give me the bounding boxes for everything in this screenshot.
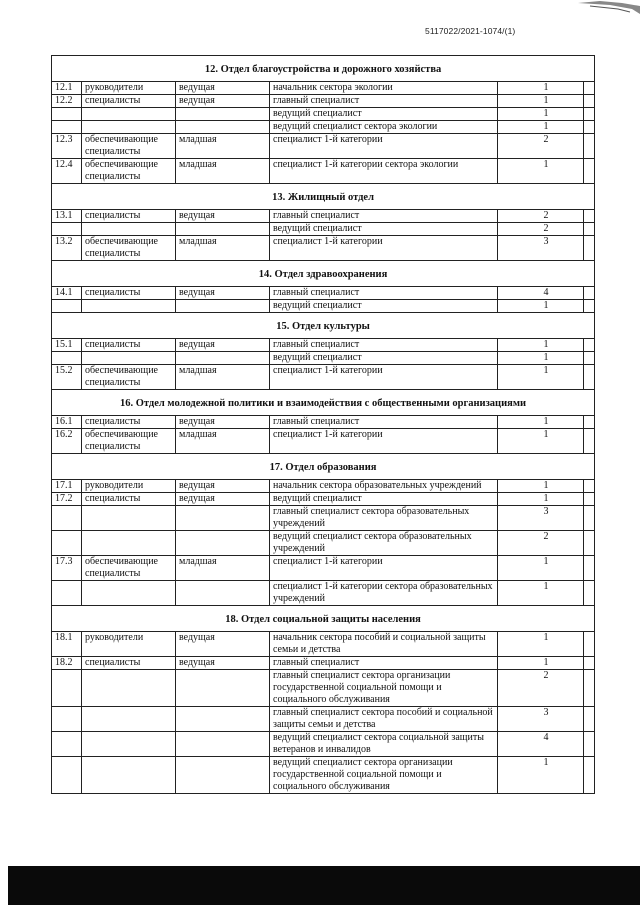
section-title: 12. Отдел благоустройства и дорожного хозяйства: [52, 56, 595, 82]
table-row: [52, 416, 595, 429]
row-number-cell: 18.1: [52, 632, 82, 657]
position-title-cell: специалист 1-й категории: [270, 556, 498, 581]
position-count-cell: 1: [498, 339, 584, 352]
row-number-cell: [52, 732, 82, 757]
row-number-cell: 16.1: [52, 416, 82, 429]
staff-group-cell: обеспечивающие специалисты: [82, 236, 176, 261]
staff-group-cell: [82, 707, 176, 732]
position-title-cell: начальник сектора образовательных учреждений: [270, 480, 498, 493]
staff-group-cell: [82, 732, 176, 757]
margin-cell: [584, 632, 595, 657]
row-number-cell: [52, 121, 82, 134]
section-header-row: [52, 313, 595, 339]
position-title-cell: главный специалист: [270, 95, 498, 108]
staff-group-cell: [82, 108, 176, 121]
position-category-cell: [176, 581, 270, 606]
position-count-cell: 1: [498, 416, 584, 429]
row-number-cell: [52, 531, 82, 556]
staff-group-cell: [82, 223, 176, 236]
row-number-cell: 16.2: [52, 429, 82, 454]
margin-cell: [584, 429, 595, 454]
position-count-cell: 1: [498, 480, 584, 493]
table-row: [52, 287, 595, 300]
section-title: 15. Отдел культуры: [52, 313, 595, 339]
row-number-cell: [52, 581, 82, 606]
position-title-cell: ведущий специалист сектора организации государственной социальной помощи и социального обслуживания: [270, 757, 498, 794]
position-title-cell: специалист 1-й категории: [270, 134, 498, 159]
staff-group-cell: обеспечивающие специалисты: [82, 429, 176, 454]
margin-cell: [584, 121, 595, 134]
table-row: [52, 339, 595, 352]
position-category-cell: ведущая: [176, 416, 270, 429]
staff-group-cell: обеспечивающие специалисты: [82, 556, 176, 581]
margin-cell: [584, 210, 595, 223]
staff-group-cell: руководители: [82, 632, 176, 657]
row-number-cell: 17.2: [52, 493, 82, 506]
position-category-cell: [176, 121, 270, 134]
table-row: [52, 210, 595, 223]
scan-black-bar: [8, 866, 640, 905]
position-category-cell: [176, 506, 270, 531]
position-title-cell: главный специалист: [270, 657, 498, 670]
position-category-cell: ведущая: [176, 493, 270, 506]
position-title-cell: ведущий специалист сектора экологии: [270, 121, 498, 134]
table-row: [52, 531, 595, 556]
row-number-cell: [52, 757, 82, 794]
staff-table-wrapper: [51, 55, 594, 794]
position-title-cell: ведущий специалист: [270, 108, 498, 121]
margin-cell: [584, 480, 595, 493]
table-row: [52, 732, 595, 757]
staff-group-cell: специалисты: [82, 657, 176, 670]
margin-cell: [584, 223, 595, 236]
position-count-cell: 2: [498, 223, 584, 236]
staff-group-cell: специалисты: [82, 287, 176, 300]
table-row: [52, 670, 595, 707]
position-title-cell: специалист 1-й категории сектора экологии: [270, 159, 498, 184]
position-category-cell: ведущая: [176, 339, 270, 352]
position-category-cell: [176, 223, 270, 236]
position-title-cell: ведущий специалист: [270, 223, 498, 236]
margin-cell: [584, 108, 595, 121]
position-category-cell: младшая: [176, 429, 270, 454]
position-count-cell: 1: [498, 300, 584, 313]
row-number-cell: 15.2: [52, 365, 82, 390]
staff-group-cell: [82, 121, 176, 134]
position-title-cell: ведущий специалист сектора социальной защиты ветеранов и инвалидов: [270, 732, 498, 757]
position-title-cell: главный специалист сектора организации государственной социальной помощи и социального обслуживания: [270, 670, 498, 707]
position-count-cell: 1: [498, 657, 584, 670]
table-row: [52, 95, 595, 108]
position-title-cell: ведущий специалист: [270, 352, 498, 365]
position-count-cell: 2: [498, 531, 584, 556]
position-category-cell: ведущая: [176, 287, 270, 300]
row-number-cell: 17.1: [52, 480, 82, 493]
table-row: [52, 300, 595, 313]
staff-group-cell: [82, 352, 176, 365]
staff-table-body: [52, 56, 595, 794]
section-header-row: [52, 56, 595, 82]
table-row: [52, 236, 595, 261]
staff-group-cell: специалисты: [82, 416, 176, 429]
staff-table: [51, 55, 595, 794]
row-number-cell: [52, 352, 82, 365]
row-number-cell: [52, 670, 82, 707]
staff-group-cell: обеспечивающие специалисты: [82, 159, 176, 184]
staff-group-cell: [82, 506, 176, 531]
position-count-cell: 1: [498, 757, 584, 794]
margin-cell: [584, 531, 595, 556]
section-title: 17. Отдел образования: [52, 454, 595, 480]
row-number-cell: [52, 300, 82, 313]
position-count-cell: 3: [498, 707, 584, 732]
position-category-cell: [176, 108, 270, 121]
row-number-cell: [52, 506, 82, 531]
position-count-cell: 1: [498, 556, 584, 581]
position-category-cell: [176, 352, 270, 365]
margin-cell: [584, 134, 595, 159]
staff-group-cell: специалисты: [82, 493, 176, 506]
position-category-cell: младшая: [176, 134, 270, 159]
staff-group-cell: специалисты: [82, 339, 176, 352]
staff-group-cell: [82, 531, 176, 556]
margin-cell: [584, 493, 595, 506]
position-count-cell: 1: [498, 108, 584, 121]
position-count-cell: 3: [498, 506, 584, 531]
section-header-row: [52, 184, 595, 210]
margin-cell: [584, 707, 595, 732]
staff-group-cell: [82, 670, 176, 707]
section-header-row: [52, 390, 595, 416]
position-title-cell: начальник сектора пособий и социальной защиты семьи и детства: [270, 632, 498, 657]
row-number-cell: [52, 223, 82, 236]
table-row: [52, 632, 595, 657]
position-count-cell: 1: [498, 365, 584, 390]
position-category-cell: ведущая: [176, 632, 270, 657]
position-count-cell: 2: [498, 670, 584, 707]
margin-cell: [584, 581, 595, 606]
position-count-cell: 1: [498, 429, 584, 454]
position-category-cell: ведущая: [176, 82, 270, 95]
position-category-cell: младшая: [176, 556, 270, 581]
table-row: [52, 556, 595, 581]
margin-cell: [584, 506, 595, 531]
section-header-row: [52, 261, 595, 287]
row-number-cell: [52, 108, 82, 121]
margin-cell: [584, 757, 595, 794]
position-count-cell: 4: [498, 287, 584, 300]
position-category-cell: младшая: [176, 159, 270, 184]
margin-cell: [584, 556, 595, 581]
position-count-cell: 1: [498, 82, 584, 95]
table-row: [52, 493, 595, 506]
table-row: [52, 506, 595, 531]
position-title-cell: специалист 1-й категории: [270, 236, 498, 261]
position-category-cell: [176, 531, 270, 556]
margin-cell: [584, 365, 595, 390]
position-title-cell: главный специалист: [270, 416, 498, 429]
position-count-cell: 4: [498, 732, 584, 757]
position-category-cell: ведущая: [176, 95, 270, 108]
section-header-row: [52, 454, 595, 480]
position-category-cell: ведущая: [176, 210, 270, 223]
staff-group-cell: [82, 300, 176, 313]
position-title-cell: главный специалист сектора пособий и социальной защиты семьи и детства: [270, 707, 498, 732]
table-row: [52, 429, 595, 454]
position-count-cell: 1: [498, 95, 584, 108]
row-number-cell: 12.1: [52, 82, 82, 95]
position-title-cell: главный специалист: [270, 210, 498, 223]
position-category-cell: [176, 707, 270, 732]
position-count-cell: 1: [498, 632, 584, 657]
position-title-cell: главный специалист сектора образовательных учреждений: [270, 506, 498, 531]
margin-cell: [584, 732, 595, 757]
margin-cell: [584, 159, 595, 184]
section-title: 13. Жилищный отдел: [52, 184, 595, 210]
margin-cell: [584, 300, 595, 313]
position-title-cell: специалист 1-й категории: [270, 365, 498, 390]
table-row: [52, 121, 595, 134]
position-title-cell: специалист 1-й категории сектора образовательных учреждений: [270, 581, 498, 606]
table-row: [52, 159, 595, 184]
row-number-cell: 12.4: [52, 159, 82, 184]
position-title-cell: ведущий специалист: [270, 493, 498, 506]
table-row: [52, 352, 595, 365]
table-row: [52, 757, 595, 794]
position-count-cell: 3: [498, 236, 584, 261]
margin-cell: [584, 416, 595, 429]
staff-group-cell: обеспечивающие специалисты: [82, 134, 176, 159]
row-number-cell: 15.1: [52, 339, 82, 352]
row-number-cell: 12.3: [52, 134, 82, 159]
scan-smudge-mark: [570, 0, 640, 16]
position-title-cell: главный специалист: [270, 339, 498, 352]
table-row: [52, 82, 595, 95]
table-row: [52, 134, 595, 159]
margin-cell: [584, 287, 595, 300]
table-row: [52, 707, 595, 732]
document-id: 5117022/2021-1074/(1): [425, 26, 516, 36]
position-category-cell: ведущая: [176, 480, 270, 493]
table-row: [52, 480, 595, 493]
position-title-cell: главный специалист: [270, 287, 498, 300]
position-count-cell: 1: [498, 352, 584, 365]
staff-group-cell: [82, 757, 176, 794]
margin-cell: [584, 657, 595, 670]
table-row: [52, 223, 595, 236]
section-header-row: [52, 606, 595, 632]
table-row: [52, 581, 595, 606]
position-count-cell: 2: [498, 134, 584, 159]
position-category-cell: ведущая: [176, 657, 270, 670]
margin-cell: [584, 82, 595, 95]
row-number-cell: 17.3: [52, 556, 82, 581]
position-title-cell: специалист 1-й категории: [270, 429, 498, 454]
margin-cell: [584, 670, 595, 707]
row-number-cell: 14.1: [52, 287, 82, 300]
staff-group-cell: руководители: [82, 82, 176, 95]
margin-cell: [584, 339, 595, 352]
table-row: [52, 657, 595, 670]
position-category-cell: [176, 757, 270, 794]
position-title-cell: начальник сектора экологии: [270, 82, 498, 95]
position-category-cell: младшая: [176, 365, 270, 390]
position-count-cell: 1: [498, 159, 584, 184]
staff-group-cell: [82, 581, 176, 606]
position-category-cell: [176, 732, 270, 757]
section-title: 16. Отдел молодежной политики и взаимодействия с общественными организациями: [52, 390, 595, 416]
row-number-cell: 12.2: [52, 95, 82, 108]
position-count-cell: 2: [498, 210, 584, 223]
margin-cell: [584, 95, 595, 108]
staff-group-cell: руководители: [82, 480, 176, 493]
position-title-cell: ведущий специалист: [270, 300, 498, 313]
position-count-cell: 1: [498, 493, 584, 506]
row-number-cell: [52, 707, 82, 732]
row-number-cell: 18.2: [52, 657, 82, 670]
position-category-cell: [176, 670, 270, 707]
section-title: 18. Отдел социальной защиты населения: [52, 606, 595, 632]
row-number-cell: 13.2: [52, 236, 82, 261]
margin-cell: [584, 236, 595, 261]
position-category-cell: младшая: [176, 236, 270, 261]
table-row: [52, 365, 595, 390]
margin-cell: [584, 352, 595, 365]
position-category-cell: [176, 300, 270, 313]
position-count-cell: 1: [498, 121, 584, 134]
staff-group-cell: специалисты: [82, 210, 176, 223]
position-count-cell: 1: [498, 581, 584, 606]
section-title: 14. Отдел здравоохранения: [52, 261, 595, 287]
position-title-cell: ведущий специалист сектора образовательных учреждений: [270, 531, 498, 556]
row-number-cell: 13.1: [52, 210, 82, 223]
staff-group-cell: специалисты: [82, 95, 176, 108]
staff-group-cell: обеспечивающие специалисты: [82, 365, 176, 390]
table-row: [52, 108, 595, 121]
